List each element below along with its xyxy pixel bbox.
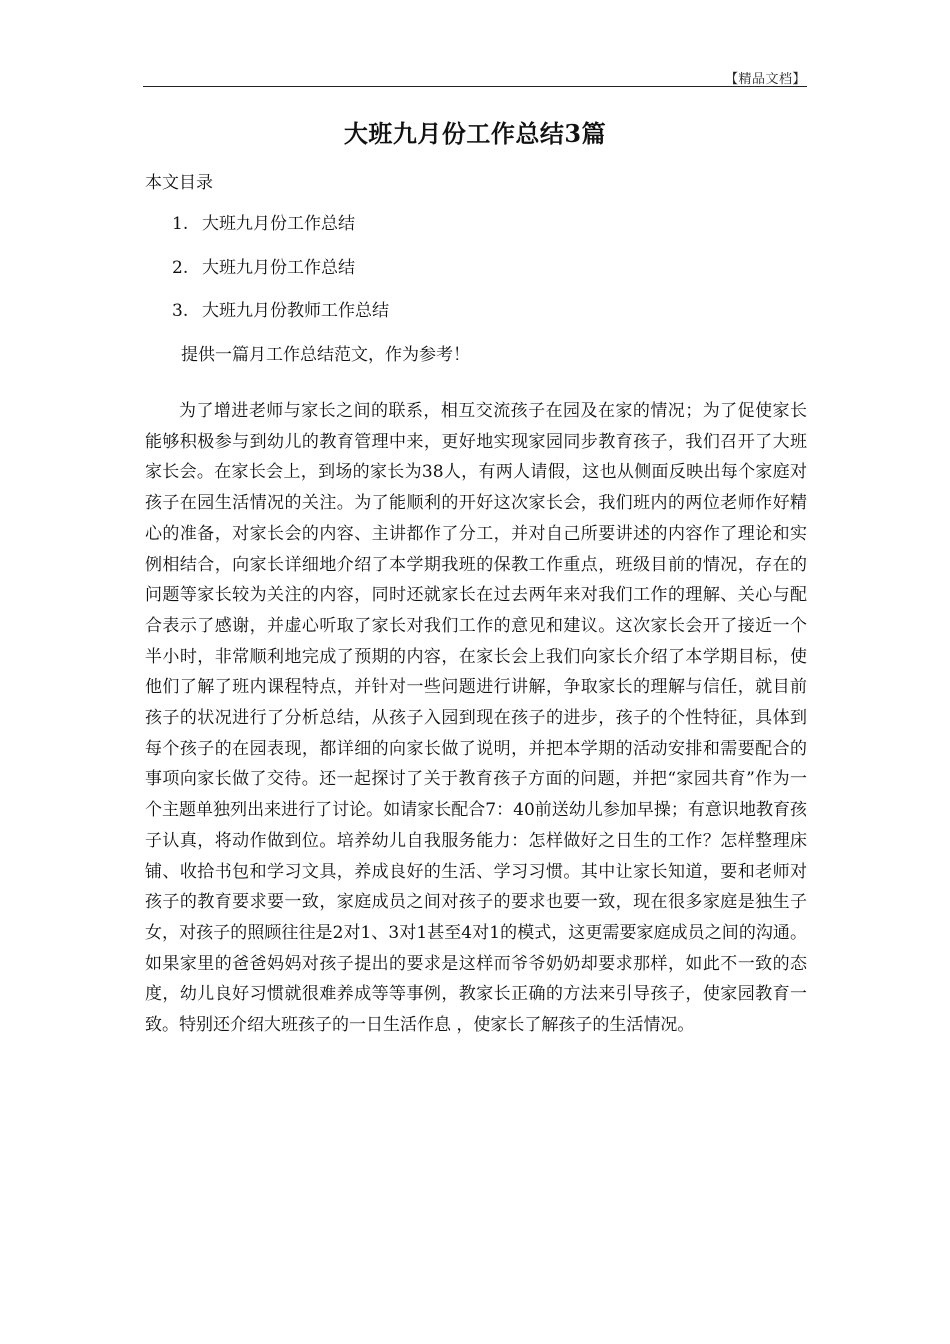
toc-item-number: 2.: [172, 257, 189, 278]
toc-item-label: 大班九月份工作总结: [202, 214, 355, 234]
toc-item-number: 1.: [172, 214, 189, 234]
toc-item[interactable]: [172, 205, 389, 249]
toc-heading: 本文目录: [145, 173, 213, 193]
header-rule: [143, 86, 807, 87]
toc-item[interactable]: [172, 249, 389, 293]
document-title: 大班九月份工作总结3篇: [343, 119, 607, 148]
toc-list: [172, 205, 389, 336]
toc-item[interactable]: [172, 292, 389, 336]
body-paragraph: 为了增进老师与家长之间的联系，相互交流孩子在园及在家的情况；为了促使家长能够积极参与到幼儿的教育管理中来，更好地实现家园同步教育孩子，我们召开了大班家长会。在家长会上，到场的家长为38人，有两人请假，这也从侧面反映出每个家庭对孩子在园生活情况的关注。为了能顺利的开好这次家长会，我们班内的两位老师作好精心的准备，对家长会的内容、主讲都作了分工，并对自己所要讲述的内容作了理论和实例相结合，向家长详细地介绍了本学期我班的保教工作重点，班级目前的情况，存在的问题等家长较为关注的内容，同时还就家长在过去两年来对我们工作的理解、关心与配合表示了感谢，并虚心听取了家长对我们工作的意见和建议。这次家长会开了接近一个半小时，非常顺利地完成了预期的内容，在家长会上我们向家长介绍了本学期目标，使他们了解了班内课程特点，并针对一些问题进行讲解，争取家长的理解与信任，就目前孩子的状况进行了分析总结，从孩子入园到现在孩子的进步，孩子的个性特征，具体到每个孩子的在园表现，都详细的向家长做了说明，并把本学期的活动安排和需要配合的事项向家长做了交待。还一起探讨了关于教育孩子方面的问题，并把“家园共育”作为一个主题单独列出来进行了讨论。如请家长配合7：40前送幼儿参加早操；有意识地教育孩子认真，将动作做到位。培养幼儿自我服务能力：怎样做好之日生的工作？怎样整理床铺、收拾书包和学习文具，养成良好的生活、学习习惯。其中让家长知道，要和老师对孩子的教育要求要一致，家庭成员之间对孩子的要求也要一致，现在很多家庭是独生子女，对孩子的照顾往往是2对1、3对1甚至4对1的模式，这更需要家庭成员之间的沟通。如果家里的爸爸妈妈对孩子提出的要求是这样而爷爷奶奶却要求那样，如此不一致的态度，幼儿良好习惯就很难养成等等事例，教家长正确的方法来引导孩子，使家园教育一致。特别还介绍大班孩子的一日生活作息 ，使家长了解孩子的生活情况。: [145, 401, 807, 1036]
intro-text: 提供一篇月工作总结范文，作为参考！: [181, 345, 470, 365]
toc-item-label: 大班九月份工作总结: [202, 257, 355, 278]
toc-item-label: 大班九月份教师工作总结: [202, 301, 389, 321]
toc-item-number: 3.: [172, 301, 189, 321]
header-tag: 【精品文档】: [724, 72, 806, 87]
